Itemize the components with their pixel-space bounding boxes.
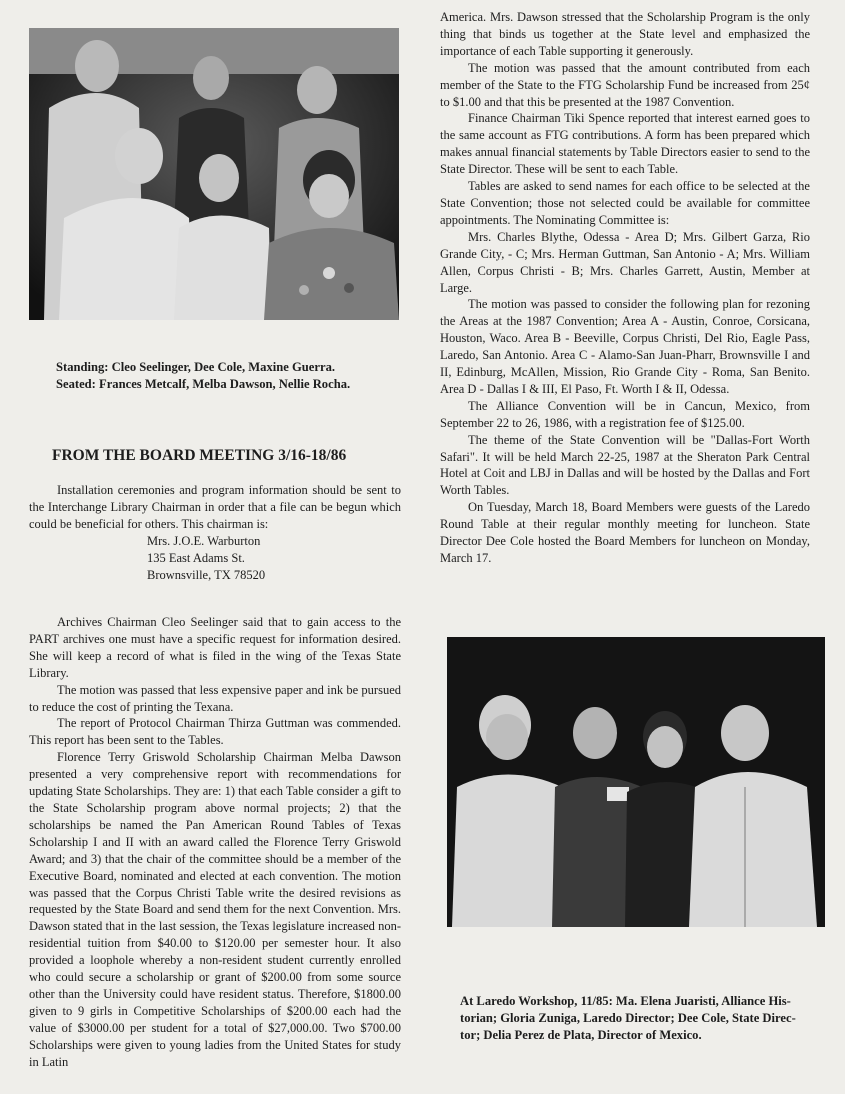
right-column (440, 9, 810, 567)
photo-caption-laredo-workshop (460, 993, 830, 1044)
address-block (29, 533, 401, 584)
article-paragraph: Mrs. Charles Blythe, Odessa - Area D; Mrs. Gilbert Garza, Rio Grande City, - C; Mrs. Herman Guttman, San Antonio - A; Mrs. William Allen, Corpus Christi - B; Mrs. Charles Garrett, Austin, Member at Large. (440, 229, 810, 295)
address-street: 135 East Adams St. (147, 550, 245, 565)
caption-line: torian; Gloria Zuniga, Laredo Director; Dee Cole, State Direc- (460, 1011, 796, 1025)
article-paragraph: The motion was passed that less expensive paper and ink be pursued to reduce the cost of printing the Texana. (29, 682, 401, 714)
intro-paragraph: Installation ceremonies and program information should be sent to the Interchange Library Chairman in order that a file can be begun which could be beneficial for others. This chairman is: (29, 483, 401, 531)
article-paragraph: The report of Protocol Chairman Thirza Guttman was commended. This report has been sent to the Tables. (29, 716, 401, 748)
article-paragraph: Tables are asked to send names for each office to be selected at the State Convention; those not selected could be available for committee appointments. The Nominating Committee is: (440, 179, 810, 227)
address-city: Brownsville, TX 78520 (147, 567, 266, 582)
article-heading: FROM THE BOARD MEETING 3/16-18/86 (52, 447, 347, 464)
group-photo-laredo-workshop (447, 637, 825, 927)
article-paragraph: Archives Chairman Cleo Seelinger said that to gain access to the PART archives one must have a specific request for information desired. She will keep a record of what is filed in the wing of the Texas State Library. (29, 615, 401, 680)
article-paragraph: The motion was passed that the amount contributed from each member of the State to the FTG Scholarship Fund be increased from 25¢ to $1.00 and that this be presented at the 1987 Convention. (440, 60, 810, 109)
article-paragraph: The Alliance Convention will be in Cancun, Mexico, from September 22 to 26, 1986, with a registration fee of $125.00. (440, 398, 810, 430)
group-photo-board-members (29, 28, 399, 320)
photo-caption-board-members (56, 359, 386, 393)
caption-line: Seated: Frances Metcalf, Melba Dawson, Nellie Rocha. (56, 377, 351, 391)
article-paragraph: Florence Terry Griswold Scholarship Chairman Melba Dawson presented a very comprehensive report with recommendations for updating State Scholarships. They are: 1) that each Table consider a gift to the State Scholarship program above normal projects; 2) that the scholarships be named the Pan American Round Tables of Texas Scholarship I and II with an award called the Florence Terry Griswold Award; and 3) that the chair of the committee should be a member of the Executive Board, nominated and elected at each convention. The motion was passed that the Corpus Christi Table write the desired revisions as requested by the State Board and send them for the next Convention. Mrs. Dawson stated that in the last session, the Texas legislature increased non-residential tuition from $40.00 to $120.00 per semester hour. It also provided a loophole whereby a non-resident student currently enrolled who could secure a scholarship or grant of $200.00 from some source other than the University could have resident status. Therefore, $1800.00 given to 9 girls in Competitive Scholarships of $200.00 each had the value of $3000.00 per student for a total of $27,000.00. Two $700.00 Scholarships were given to young ladies from the United States for study in Latin (29, 750, 401, 1069)
article-paragraph: America. Mrs. Dawson stressed that the Scholarship Program is the only thing that binds us together at the State level and emphasized the importance of each Table supporting it generously. (440, 10, 810, 58)
photo-image (29, 28, 399, 320)
article-intro-block (29, 482, 401, 583)
caption-line: At Laredo Workshop, 11/85: Ma. Elena Juaristi, Alliance His- (460, 994, 791, 1008)
article-paragraph: Finance Chairman Tiki Spence reported that interest earned goes to the same account as FTG contributions. A form has been prepared which makes annual financial statements by Table Directors easier to send to the State Director. These will be sent to each Table. (440, 111, 810, 177)
caption-line: Standing: Cleo Seelinger, Dee Cole, Maxine Guerra. (56, 360, 336, 374)
caption-line: tor; Delia Perez de Plata, Director of Mexico. (460, 1028, 702, 1042)
article-paragraph: The theme of the State Convention will be "Dallas-Fort Worth Safari". It will be held March 22-25, 1987 at the Sheraton Park Central Hotel at Coit and LBJ in Dallas and will be hosted by the Dallas and Fort Worth Tables. (440, 432, 810, 498)
photo-image (447, 637, 825, 927)
article-paragraph: On Tuesday, March 18, Board Members were guests of the Laredo Round Table at their regular monthly meeting for luncheon. State Director Dee Cole hosted the Board Members for luncheon on Monday, March 17. (440, 500, 810, 565)
left-column (29, 614, 401, 1070)
article-paragraph: The motion was passed to consider the following plan for rezoning the Areas at the 1987 Convention; Area A - Austin, Conroe, Corsicana, Houston, Waco. Area B - Beeville, Corpus Christi, Del Rio, Eagle Pass, Laredo, San Antonio. Area C - Alamo-San Juan-Pharr, Brownsville I and II, Edinburg, McAllen, Mission, Rio Grande City - Roma, San Benito. Area D - Dallas I & III, El Paso, Ft. Worth I & II, Odessa. (440, 297, 810, 396)
address-name: Mrs. J.O.E. Warburton (147, 533, 261, 548)
